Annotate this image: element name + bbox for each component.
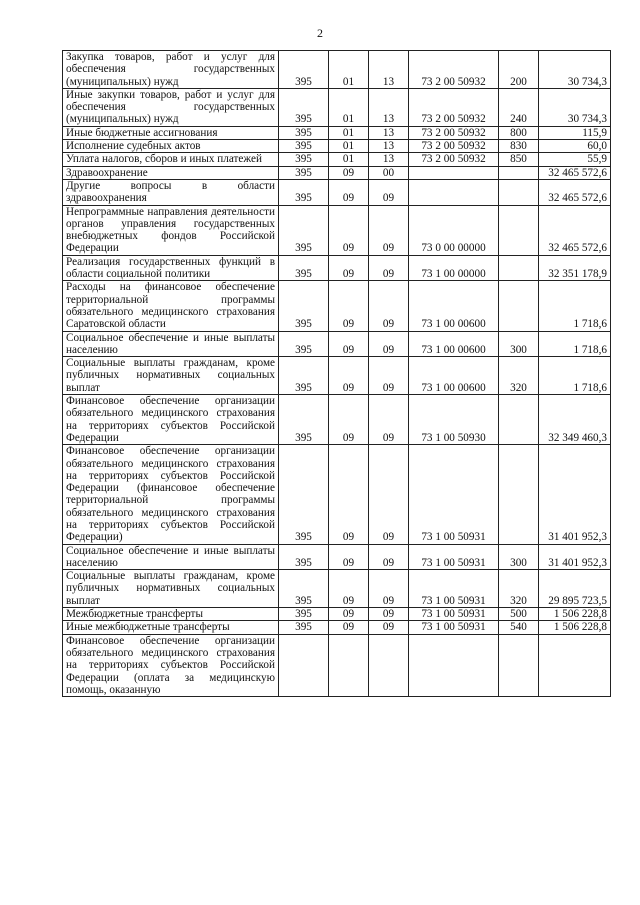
code-pr: 13 xyxy=(369,51,409,89)
code-ved: 395 xyxy=(279,51,329,89)
code-pr: 13 xyxy=(369,140,409,153)
row-name: Реализация государственных функций в области социальной политики xyxy=(63,255,279,281)
code-rz: 01 xyxy=(329,153,369,166)
code-csr: 73 1 00 00000 xyxy=(409,255,499,281)
code-csr: 73 1 00 00600 xyxy=(409,357,499,395)
code-ved: 395 xyxy=(279,395,329,445)
row-sum: 32 465 572,6 xyxy=(539,205,611,255)
code-csr: 73 2 00 50932 xyxy=(409,126,499,139)
code-ved: 395 xyxy=(279,445,329,544)
code-vr: 320 xyxy=(499,357,539,395)
row-name: Финансовое обеспечение организации обязательного медицинского страхования на территориях субъектов Российской Федерации (оплата за медицинскую помощь, оказанную xyxy=(63,634,279,696)
code-vr xyxy=(499,179,539,205)
row-sum: 32 465 572,6 xyxy=(539,179,611,205)
row-name: Финансовое обеспечение организации обязательного медицинского страхования на территориях субъектов Российской Федерации (финансовое обеспечение территориальной программы обязательного медицинского страхования на территориях субъектов Российской Федерации) xyxy=(63,445,279,544)
code-rz: 09 xyxy=(329,255,369,281)
code-pr: 13 xyxy=(369,126,409,139)
code-rz: 01 xyxy=(329,51,369,89)
code-ved: 395 xyxy=(279,255,329,281)
code-ved: 395 xyxy=(279,166,329,179)
row-name: Социальное обеспечение и иные выплаты населению xyxy=(63,544,279,570)
code-pr: 09 xyxy=(369,255,409,281)
code-ved: 395 xyxy=(279,357,329,395)
table-row xyxy=(63,634,611,696)
code-rz: 09 xyxy=(329,331,369,357)
code-pr: 09 xyxy=(369,570,409,608)
code-csr: 73 1 00 00600 xyxy=(409,281,499,331)
table-row xyxy=(63,608,611,621)
row-sum: 1 506 228,8 xyxy=(539,608,611,621)
code-csr: 73 2 00 50932 xyxy=(409,88,499,126)
table-row xyxy=(63,544,611,570)
code-pr: 09 xyxy=(369,357,409,395)
code-csr: 73 2 00 50932 xyxy=(409,140,499,153)
code-pr: 09 xyxy=(369,544,409,570)
table-row xyxy=(63,331,611,357)
row-name: Здравоохранение xyxy=(63,166,279,179)
code-rz: 09 xyxy=(329,179,369,205)
row-sum: 31 401 952,3 xyxy=(539,445,611,544)
table-row xyxy=(63,255,611,281)
code-rz: 01 xyxy=(329,140,369,153)
code-pr: 09 xyxy=(369,179,409,205)
row-name: Непрограммные направления деятельности органов управления государственных внебюджетных фондов Российской Федерации xyxy=(63,205,279,255)
row-sum: 32 349 460,3 xyxy=(539,395,611,445)
code-csr: 73 1 00 50931 xyxy=(409,544,499,570)
table-row xyxy=(63,166,611,179)
row-sum: 1 506 228,8 xyxy=(539,621,611,634)
code-csr: 73 2 00 50932 xyxy=(409,153,499,166)
code-vr xyxy=(499,634,539,696)
code-vr: 830 xyxy=(499,140,539,153)
code-csr: 73 1 00 50931 xyxy=(409,445,499,544)
code-pr: 00 xyxy=(369,166,409,179)
code-pr: 13 xyxy=(369,88,409,126)
row-name: Иные закупки товаров, работ и услуг для обеспечения государственных (муниципальных) нужд xyxy=(63,88,279,126)
row-name: Финансовое обеспечение организации обязательного медицинского страхования на территориях субъектов Российской Федерации xyxy=(63,395,279,445)
code-rz: 09 xyxy=(329,608,369,621)
code-vr xyxy=(499,395,539,445)
code-rz: 09 xyxy=(329,570,369,608)
row-sum: 31 401 952,3 xyxy=(539,544,611,570)
row-name: Межбюджетные трансферты xyxy=(63,608,279,621)
budget-table xyxy=(62,50,611,697)
table-row xyxy=(63,357,611,395)
code-csr: 73 1 00 50930 xyxy=(409,395,499,445)
table-row xyxy=(63,395,611,445)
code-ved: 395 xyxy=(279,621,329,634)
row-name: Иные бюджетные ассигнования xyxy=(63,126,279,139)
code-vr: 300 xyxy=(499,544,539,570)
code-ved: 395 xyxy=(279,153,329,166)
row-sum xyxy=(539,634,611,696)
code-rz: 09 xyxy=(329,357,369,395)
table-row xyxy=(63,570,611,608)
row-name: Иные межбюджетные трансферты xyxy=(63,621,279,634)
code-pr: 13 xyxy=(369,153,409,166)
code-pr: 09 xyxy=(369,621,409,634)
table-row xyxy=(63,88,611,126)
row-name: Расходы на финансовое обеспечение территориальной программы обязательного медицинского страхования Саратовской области xyxy=(63,281,279,331)
code-ved: 395 xyxy=(279,140,329,153)
row-sum: 1 718,6 xyxy=(539,331,611,357)
code-pr: 09 xyxy=(369,608,409,621)
code-rz: 09 xyxy=(329,166,369,179)
table-row xyxy=(63,51,611,89)
code-csr: 73 1 00 50931 xyxy=(409,608,499,621)
page-number: 2 xyxy=(317,26,323,40)
code-pr: 09 xyxy=(369,281,409,331)
row-name: Исполнение судебных актов xyxy=(63,140,279,153)
code-rz: 09 xyxy=(329,544,369,570)
code-vr: 500 xyxy=(499,608,539,621)
row-name: Социальные выплаты гражданам, кроме публичных нормативных социальных выплат xyxy=(63,357,279,395)
row-sum: 30 734,3 xyxy=(539,51,611,89)
code-vr xyxy=(499,166,539,179)
code-ved: 395 xyxy=(279,179,329,205)
row-sum: 115,9 xyxy=(539,126,611,139)
row-sum: 30 734,3 xyxy=(539,88,611,126)
table-row xyxy=(63,153,611,166)
row-name: Другие вопросы в области здравоохранения xyxy=(63,179,279,205)
table-row xyxy=(63,179,611,205)
code-csr xyxy=(409,634,499,696)
row-sum: 1 718,6 xyxy=(539,357,611,395)
code-rz: 09 xyxy=(329,205,369,255)
code-pr xyxy=(369,634,409,696)
code-ved: 395 xyxy=(279,88,329,126)
code-vr: 800 xyxy=(499,126,539,139)
code-csr: 73 1 00 50931 xyxy=(409,621,499,634)
code-vr: 200 xyxy=(499,51,539,89)
code-vr xyxy=(499,205,539,255)
row-sum: 60,0 xyxy=(539,140,611,153)
code-rz xyxy=(329,634,369,696)
code-rz: 09 xyxy=(329,621,369,634)
budget-table-body xyxy=(63,51,611,697)
code-csr: 73 1 00 50931 xyxy=(409,570,499,608)
code-rz: 09 xyxy=(329,281,369,331)
table-row xyxy=(63,140,611,153)
code-csr: 73 2 00 50932 xyxy=(409,51,499,89)
code-ved: 395 xyxy=(279,281,329,331)
code-vr: 850 xyxy=(499,153,539,166)
code-rz: 09 xyxy=(329,395,369,445)
code-ved: 395 xyxy=(279,570,329,608)
code-ved: 395 xyxy=(279,126,329,139)
row-name: Закупка товаров, работ и услуг для обеспечения государственных (муниципальных) нужд xyxy=(63,51,279,89)
table-row xyxy=(63,205,611,255)
row-name: Уплата налогов, сборов и иных платежей xyxy=(63,153,279,166)
code-rz: 01 xyxy=(329,126,369,139)
code-pr: 09 xyxy=(369,445,409,544)
code-ved xyxy=(279,634,329,696)
row-name: Социальные выплаты гражданам, кроме публичных нормативных социальных выплат xyxy=(63,570,279,608)
code-vr: 300 xyxy=(499,331,539,357)
code-vr xyxy=(499,281,539,331)
code-rz: 01 xyxy=(329,88,369,126)
code-rz: 09 xyxy=(329,445,369,544)
code-vr xyxy=(499,255,539,281)
row-sum: 55,9 xyxy=(539,153,611,166)
code-pr: 09 xyxy=(369,331,409,357)
row-sum: 1 718,6 xyxy=(539,281,611,331)
table-row xyxy=(63,621,611,634)
row-name: Социальное обеспечение и иные выплаты населению xyxy=(63,331,279,357)
code-vr: 240 xyxy=(499,88,539,126)
row-sum: 32 465 572,6 xyxy=(539,166,611,179)
code-ved: 395 xyxy=(279,608,329,621)
code-ved: 395 xyxy=(279,331,329,357)
code-ved: 395 xyxy=(279,544,329,570)
code-csr: 73 1 00 00600 xyxy=(409,331,499,357)
code-pr: 09 xyxy=(369,395,409,445)
code-csr xyxy=(409,166,499,179)
code-ved: 395 xyxy=(279,205,329,255)
code-vr: 540 xyxy=(499,621,539,634)
table-row xyxy=(63,445,611,544)
code-csr: 73 0 00 00000 xyxy=(409,205,499,255)
code-pr: 09 xyxy=(369,205,409,255)
code-vr xyxy=(499,445,539,544)
row-sum: 32 351 178,9 xyxy=(539,255,611,281)
code-csr xyxy=(409,179,499,205)
table-row xyxy=(63,126,611,139)
table-row xyxy=(63,281,611,331)
row-sum: 29 895 723,5 xyxy=(539,570,611,608)
code-vr: 320 xyxy=(499,570,539,608)
